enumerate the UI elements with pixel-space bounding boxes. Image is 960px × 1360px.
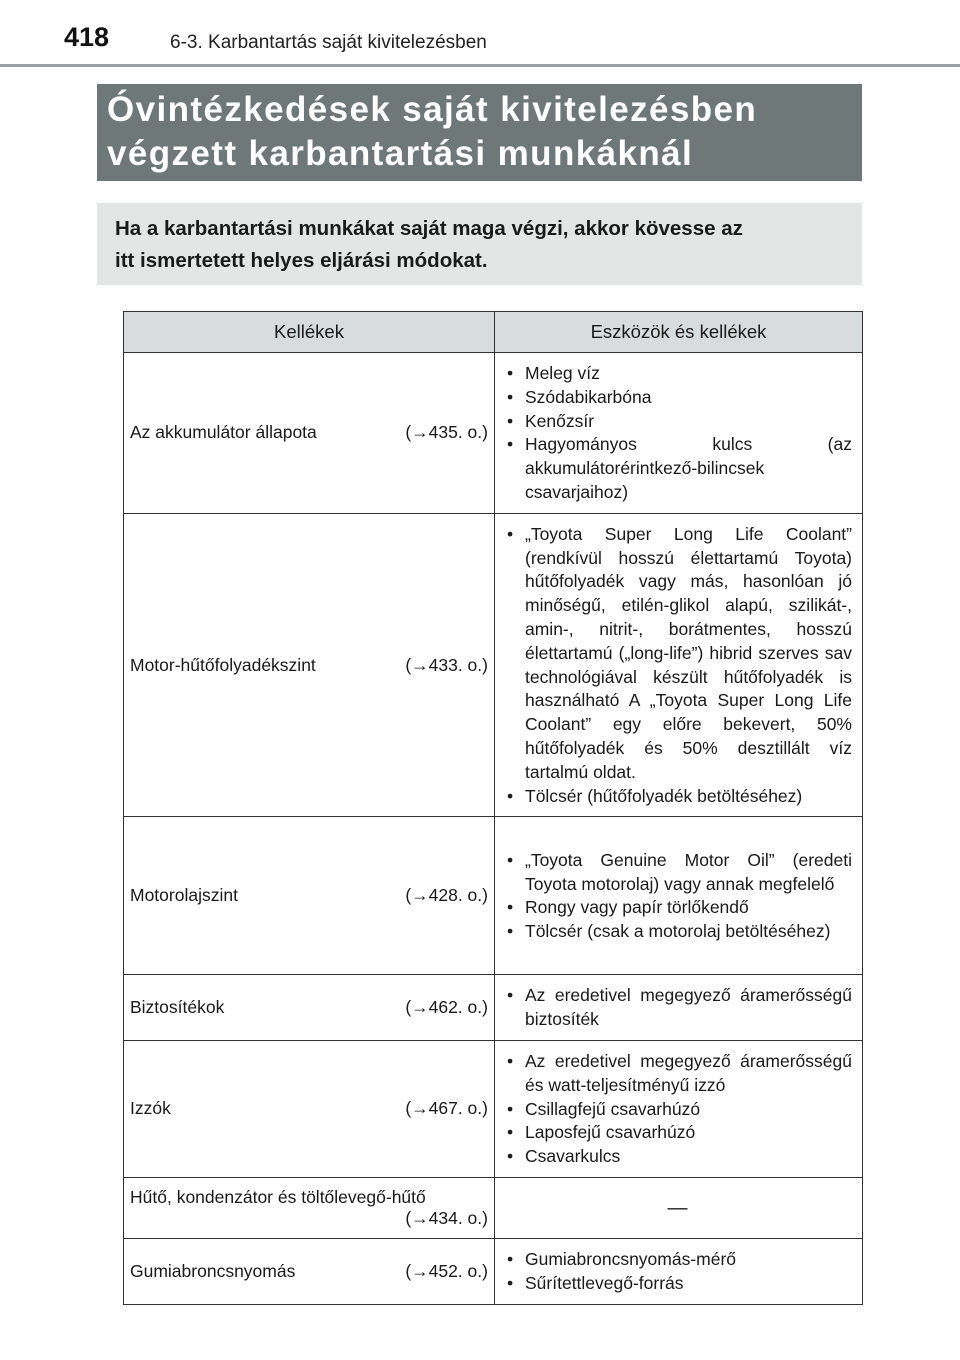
item-label: Biztosítékok: [130, 997, 225, 1018]
item-cell: [124, 975, 495, 1041]
tools-cell: [495, 513, 863, 817]
page-title-line-2: végzett karbantartási munkáknál: [107, 134, 694, 173]
list-item: • Csavarkulcs: [503, 1145, 852, 1169]
list-item: • Meleg víz: [503, 362, 852, 386]
list-item: • Tölcsér (csak a motorolaj betöltéséhez): [503, 920, 852, 944]
item-label: Gumiabroncsnyomás: [130, 1260, 296, 1281]
page-reference: (→452. o.): [405, 1260, 488, 1281]
intro-line-2: itt ismertetett helyes eljárási módokat.: [115, 249, 488, 272]
item-label: Motorolajszint: [130, 885, 238, 906]
tools-list: [503, 1050, 852, 1169]
table-row: [124, 513, 863, 817]
item-cell: [124, 353, 495, 514]
header-divider: [0, 64, 960, 67]
page-title-line-1: Óvintézkedések saját kivitelezésben: [107, 90, 758, 129]
tools-cell: [495, 975, 863, 1041]
table-header-row: [124, 312, 863, 353]
page-header: [0, 0, 960, 66]
list-item: • Az eredetivel megegyező áramerősségű biztosíték: [503, 984, 852, 1032]
table-row: [124, 975, 863, 1041]
tools-cell: [495, 817, 863, 975]
item-cell: [124, 1238, 495, 1304]
item-label: Hűtő, kondenzátor és töltőlevegő-hűtő: [130, 1186, 426, 1207]
table-row: [124, 817, 863, 975]
item-cell: [124, 817, 495, 975]
list-item: • Rongy vagy papír törlőkendő: [503, 896, 852, 920]
list-item: • Kenőzsír: [503, 410, 852, 434]
list-item: • „Toyota Super Long Life Coolant” (rendkívül hosszú élettartamú Toyota) hűtőfolyadék vagy más, hasonlóan jó minőségű, etilén-glikol alapú, szilikát-, amin-, nitrit-, borátmentes, hosszú élettartamú („long-life”) hibrid szerves sav technológiával készült hűtőfolyadék is használható A „Toyota Super Long Life Coolant” egy előre bekevert, 50% hűtőfolyadék és 50% desztillált víz tartalmú oldat.: [503, 523, 852, 785]
page-reference: (→462. o.): [405, 997, 488, 1018]
no-tools-dash: —: [667, 1196, 688, 1219]
list-item: • „Toyota Genuine Motor Oil” (eredeti Toyota motorolaj) vagy annak megfelelő: [503, 849, 852, 897]
page-reference: (→428. o.): [405, 885, 488, 906]
list-item: • Az eredetivel megegyező áramerősségű és watt-teljesítményű izzó: [503, 1050, 852, 1098]
item-cell: [124, 1040, 495, 1177]
table-row: [124, 1040, 863, 1177]
tools-list: [503, 523, 852, 809]
page-number: 418: [64, 22, 110, 52]
page-reference: (→434. o.): [405, 1207, 488, 1228]
item-label: Motor-hűtőfolyadékszint: [130, 654, 316, 675]
page-reference: (→435. o.): [405, 422, 488, 443]
item-cell: [124, 1177, 495, 1238]
list-item: • Hagyományos kulcs (az akkumulátorérintkező-bilincsek csavarjaihoz): [503, 433, 852, 504]
list-item: • Tölcsér (hűtőfolyadék betöltéséhez): [503, 785, 852, 809]
page-reference: (→433. o.): [405, 654, 488, 675]
list-item: • Csillagfejű csavarhúzó: [503, 1098, 852, 1122]
table-row: [124, 1177, 863, 1238]
section-title: 6-3. Karbantartás saját kivitelezésben: [170, 32, 487, 53]
list-item: • Gumiabroncsnyomás-mérő: [503, 1248, 852, 1272]
intro-line-1: Ha a karbantartási munkákat saját maga végzi, akkor kövesse az: [115, 217, 743, 240]
item-label: Izzók: [130, 1098, 171, 1119]
table-row: [124, 1238, 863, 1304]
table-row: [124, 353, 863, 514]
tools-list: [503, 849, 852, 944]
item-label: Az akkumulátor állapota: [130, 422, 317, 443]
maintenance-supplies-table: [123, 311, 863, 1305]
page-title: [97, 84, 862, 181]
list-item: • Laposfejű csavarhúzó: [503, 1121, 852, 1145]
page-reference: (→467. o.): [405, 1098, 488, 1119]
tools-list: [503, 984, 852, 1032]
tools-list: [503, 1248, 852, 1296]
column-header-items: Kellékek: [124, 312, 495, 353]
tools-cell: [495, 1040, 863, 1177]
list-item: • Szódabikarbóna: [503, 386, 852, 410]
list-item: • Sűrítettlevegő-forrás: [503, 1272, 852, 1296]
item-cell: [124, 513, 495, 817]
tools-cell: [495, 1177, 863, 1238]
tools-list: [503, 362, 852, 505]
tools-cell: [495, 1238, 863, 1304]
column-header-tools: Eszközök és kellékek: [495, 312, 863, 353]
tools-cell: [495, 353, 863, 514]
intro-box: [97, 203, 862, 285]
